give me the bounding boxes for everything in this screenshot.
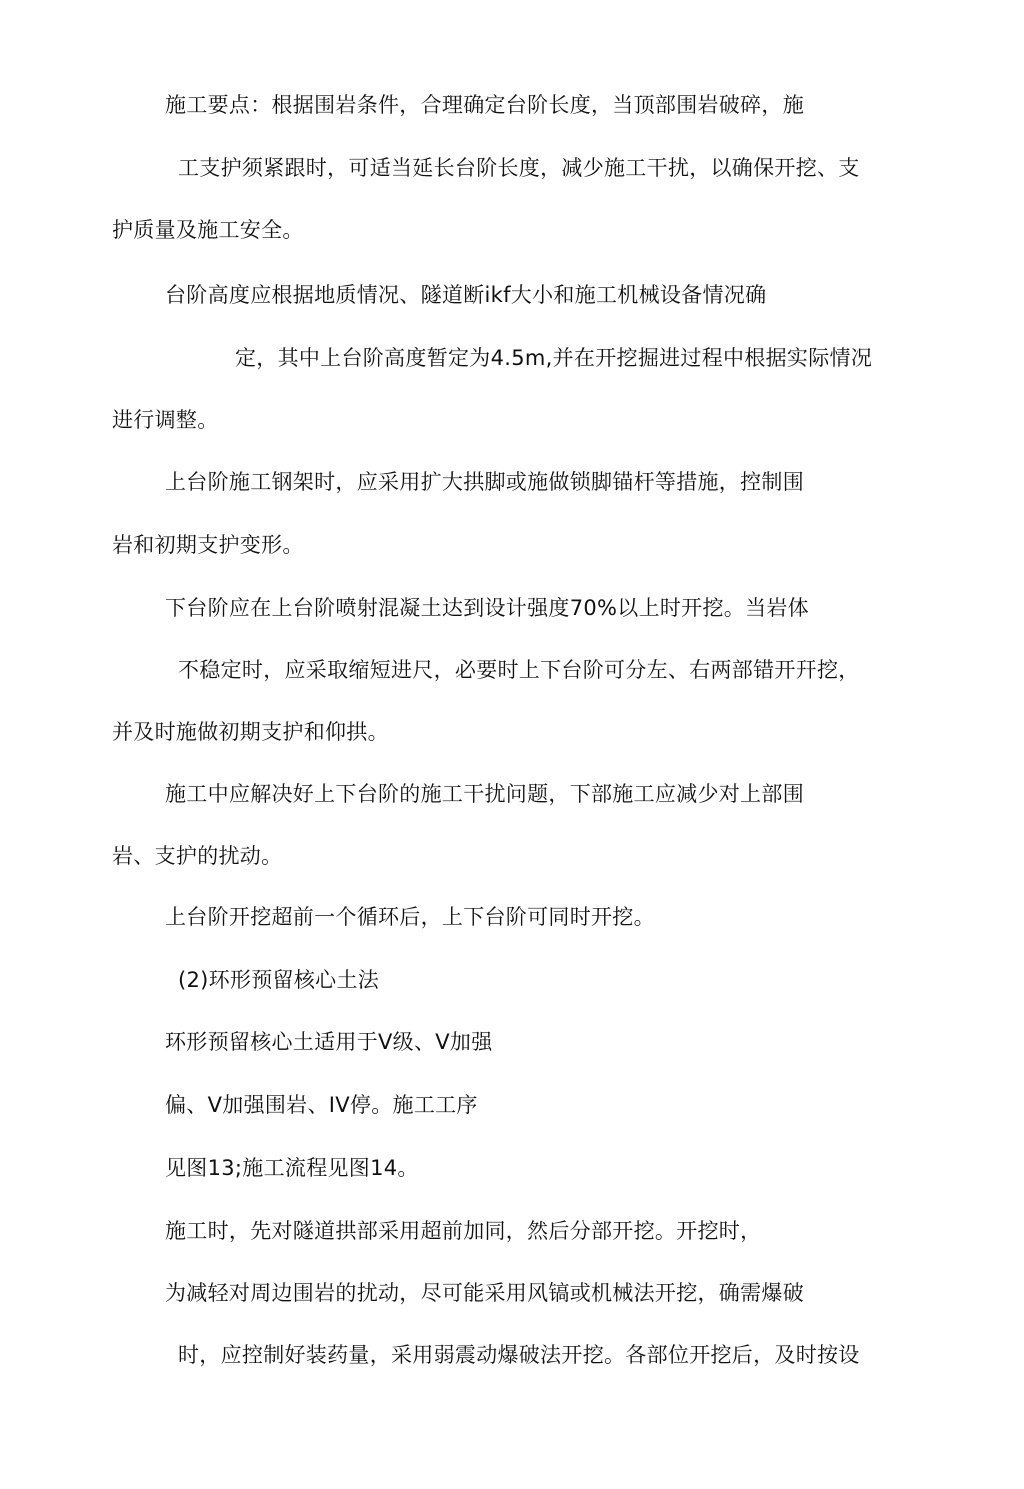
- text-line-14: 上台阶开挖超前一个循环后，上下台阶可同时开挖。: [165, 905, 655, 929]
- section-heading: (2)环形预留核心土法: [178, 968, 380, 992]
- text-line-2: 工支护须紧跟时，可适当延长台阶长度，减少施工干扰，以确保开挖、支: [178, 156, 860, 180]
- text-line-16: 环形预留核心土适用于V级、V加强: [165, 1030, 493, 1054]
- text-line-9: 下台阶应在上台阶喷射混凝土达到设计强度70%以上时开挖。当岩体: [165, 596, 809, 620]
- text-line-10: 不稳定时，应采取缩短进尺，必要时上下台阶可分左、右两部错开幵挖，: [178, 658, 860, 682]
- text-line-8: 岩和初期支护变形。: [112, 533, 304, 557]
- text-line-6: 进行调整。: [112, 408, 219, 432]
- text-line-17: 偏、V加强围岩、IV停。施工工序: [165, 1093, 478, 1117]
- text-line-12: 施工中应解决好上下台阶的施工干扰问题，下部施工应减少对上部围: [165, 782, 804, 806]
- text-line-18: 见图13;施工流程见图14。: [165, 1156, 419, 1180]
- text-line-3: 护质量及施工安全。: [112, 218, 304, 242]
- text-line-1: 施工要点：根据围岩条件，合理确定台阶长度，当顶部围岩破碎，施: [165, 93, 804, 117]
- text-line-19: 施工时，先对隧道拱部采用超前加同，然后分部开挖。开挖时，: [165, 1219, 762, 1243]
- text-line-5: 定，其中上台阶高度暂定为4.5m,并在开挖掘进过程中根据实际情况: [235, 346, 873, 370]
- text-line-20: 为减轻对周边围岩的扰动，尽可能采用风镐或机械法开挖，确需爆破: [165, 1281, 804, 1305]
- text-line-7: 上台阶施工钢架时，应采用扩大拱脚或施做锁脚锚杆等措施，控制围: [165, 470, 804, 494]
- text-line-11: 并及时施做初期支护和仰拱。: [112, 720, 389, 744]
- text-line-21: 时，应控制好装药量，采用弱震动爆破法开挖。各部位开挖后，及时按设: [178, 1343, 860, 1367]
- text-line-13: 岩、支护的扰动。: [112, 844, 283, 868]
- text-line-4: 台阶高度应根据地质情况、隧道断ikf大小和施工机械设备情况确: [165, 283, 767, 307]
